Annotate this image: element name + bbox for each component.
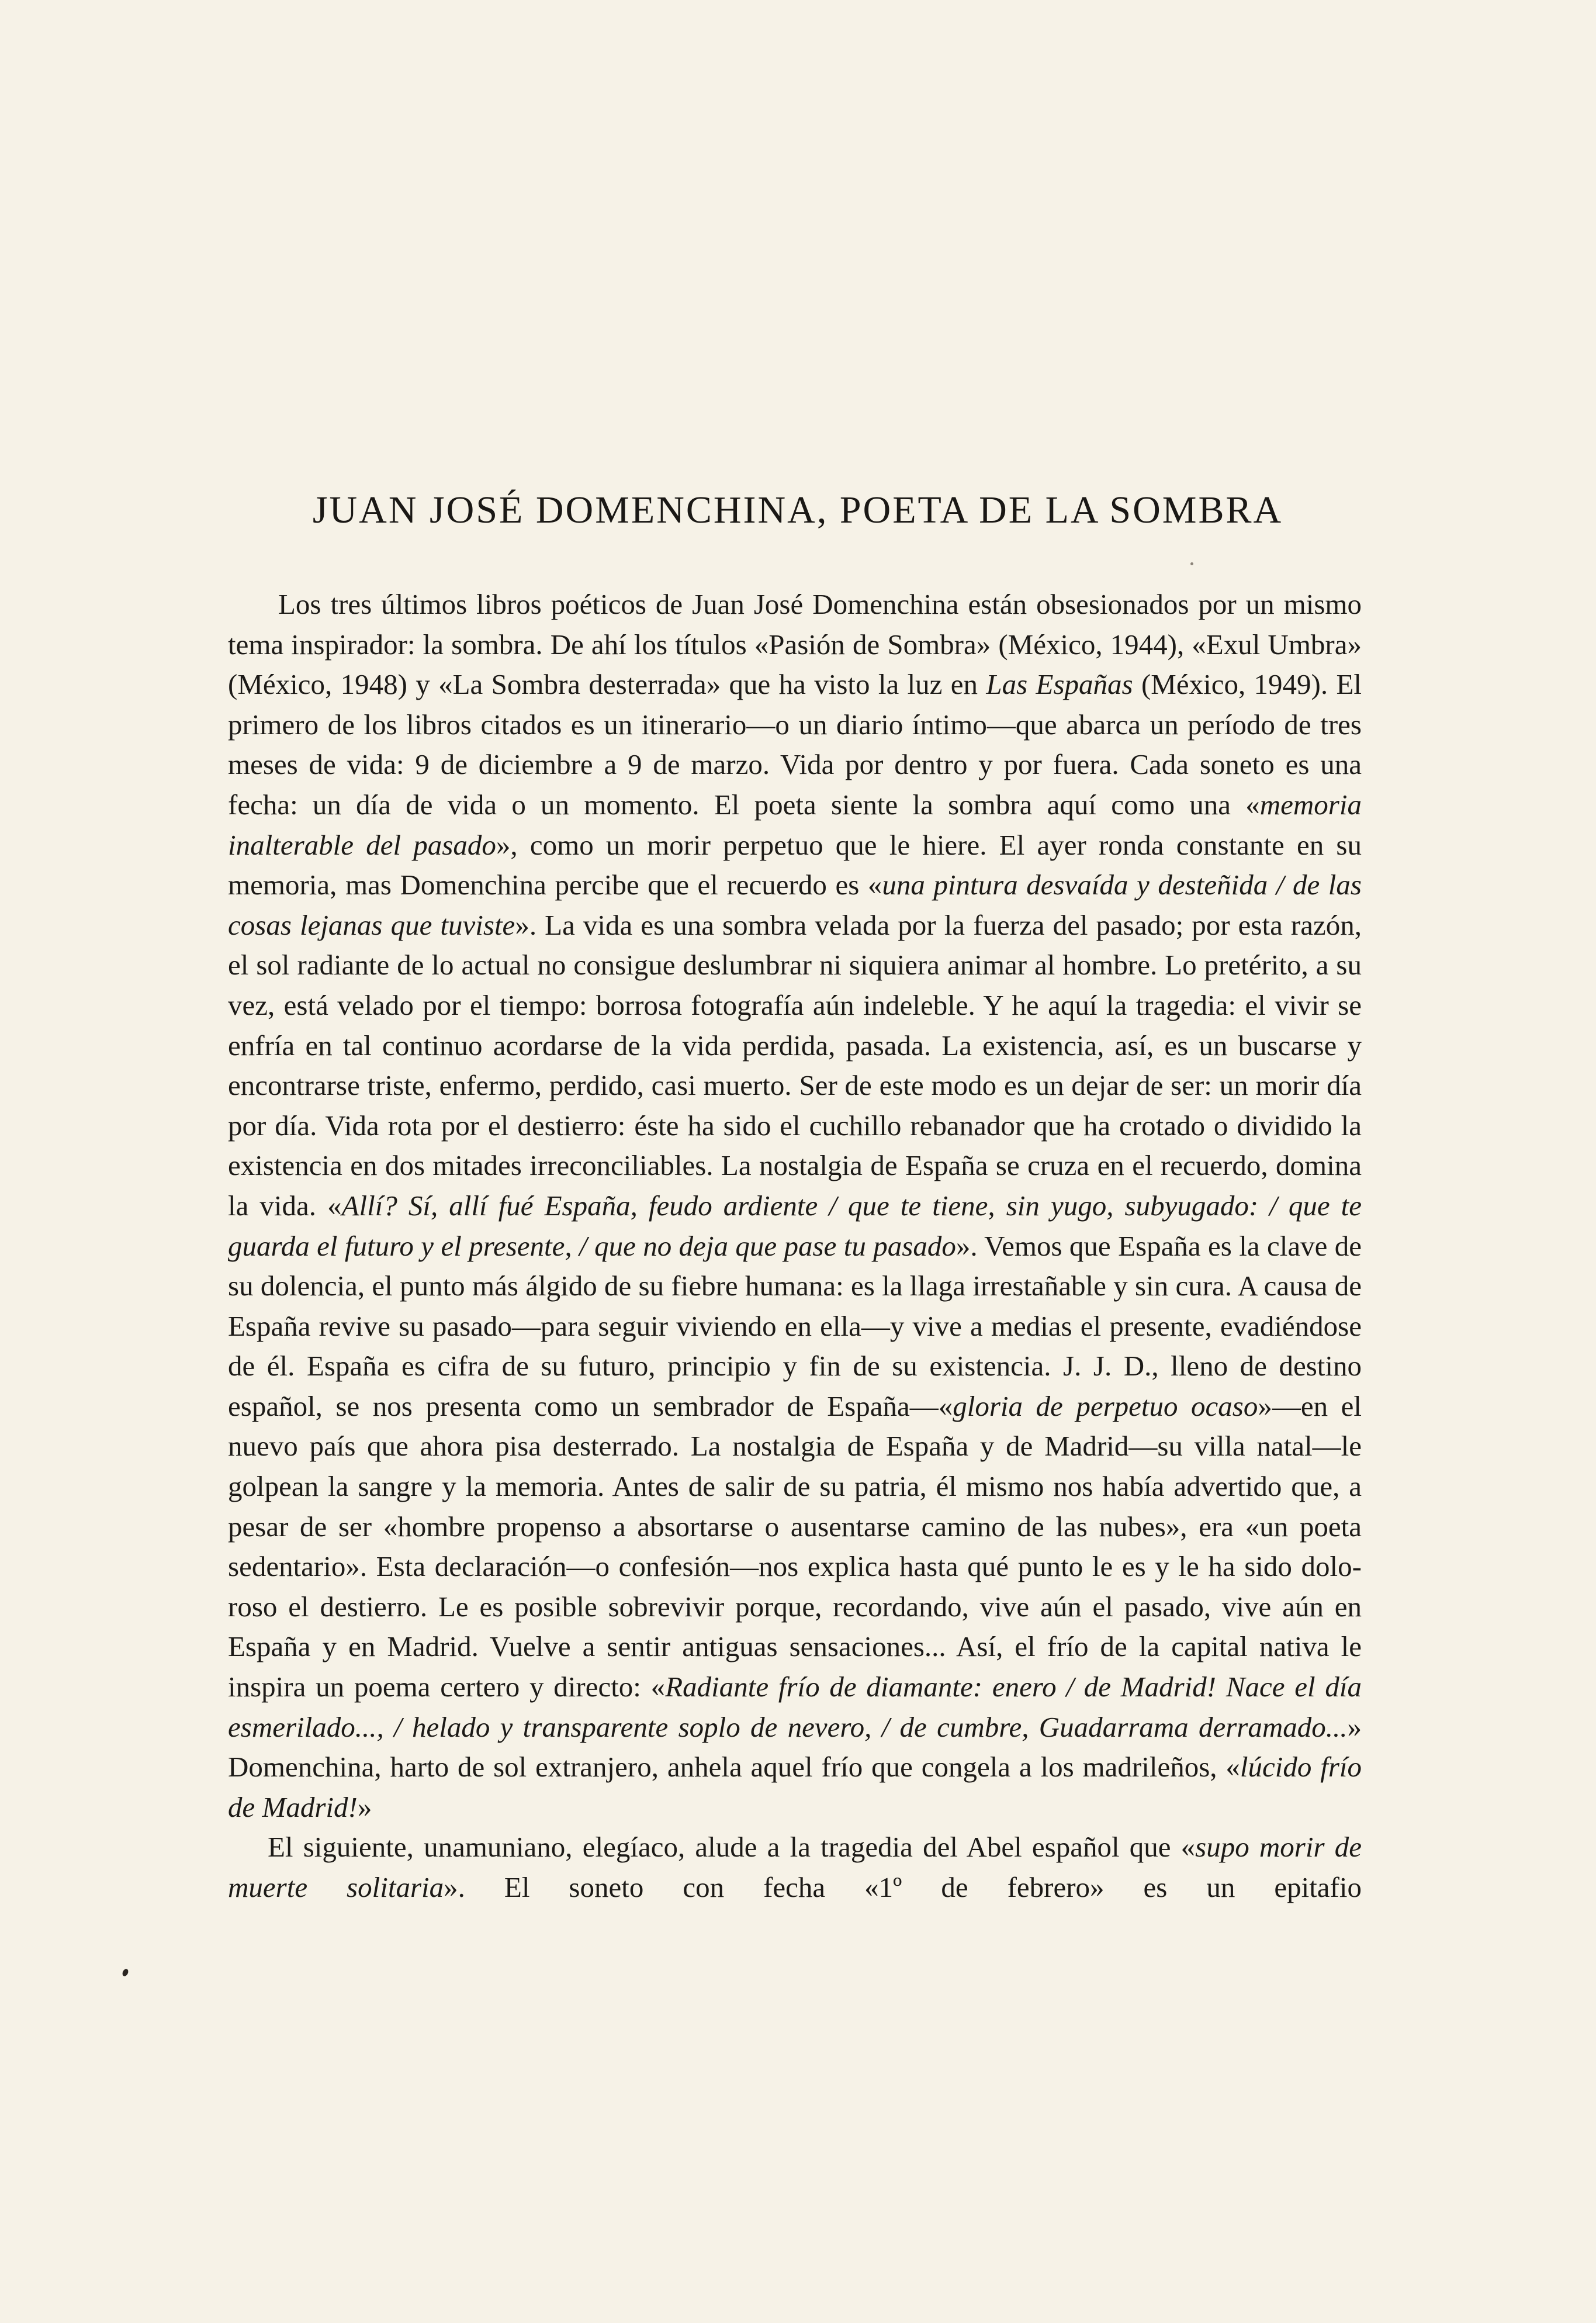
article-body [228,585,1362,1908]
ink-speck [1190,562,1193,565]
text-run: », como un morir perpetuo que le hiere. El ayer ronda constante en su memoria, mas Domenchina percibe que el recuerdo es « [228,828,1362,901]
text-run: ». Vemos que España es la clave de su dolencia, el punto más álgido de su fiebre humana: es la llaga irrestañable y sin cura. A causa de España revive su pasado—para seguir viviendo en ella—y vive a medias el presente, evadiéndose de él. España es cifra de su futuro, principio y fin de su existencia. J. J. D., lleno de destino español, se nos presenta como un sembrador de España—« [228,1229,1362,1422]
ink-speck [122,1968,130,1978]
text-run: (México, 1949). El primero de los libros citados es un itinerario—o un diario íntimo—que abarca un período de tres meses de vida: 9 de diciembre a 9 de marzo. Vida por dentro y por fuera. Cada soneto es una fecha: un día de vida o un momento. El poeta siente la sombra aquí como una « [228,668,1362,821]
italic-quote: lúcido frío de Madrid! [228,1751,1362,1823]
italic-quote: gloria de perpetuo ocaso [953,1389,1258,1422]
body-paragraph-1 [228,585,1362,1827]
body-paragraph-2 [228,1827,1362,1907]
page-title: JUAN JOSÉ DOMENCHINA, POETA DE LA SOMBRA [312,489,1283,531]
text-run: Los tres últimos libros poéticos de Juan José Domenchina están obsesionados por un mismo tema inspirador: la sombra. De ahí los títulos «Pasión de Sombra» (México, 1944), «Exul Umbra» (México, 1948) y «La Sombra desterrada» que ha visto la luz en [228,588,1362,701]
text-run: El siguiente, unamuniano, elegíaco, alude a la tragedia del Abel español que « [268,1831,1196,1864]
italic-quote: Radiante frío de diamante: enero / de Madrid! Nace el día esmerilado..., / helado y transparente soplo de nevero, / de cumbre, Guadarrama derramado... [228,1671,1362,1743]
text-run: »—en el nuevo país que ahora pisa desterrado. La nostalgia de España y de Madrid—su villa natal—le golpean la sangre y la memoria. Antes de salir de su patria, él mismo nos había advertido que, a pesar de ser «hombre propenso a absortarse o ausentarse camino de las nubes», era «un poeta sedentario». Esta declaración—o confesión—nos explica hasta qué punto le es y le ha sido doloroso el destierro. Le es posible sobrevivir porque, recordando, vive aún el pasado, vive aún en España y en Madrid. Vuelve a sentir antiguas sensaciones... Así, el frío de la capital nativa le inspira un poema certero y directo: « [228,1389,1362,1703]
italic-quote: supo morir de muerte solitaria [228,1831,1362,1903]
italic-quote: Las Españas [986,668,1133,701]
italic-quote: Allí? Sí, allí fué España, feudo ardiente / que te tiene, sin yugo, subyugado: / que te guarda el futuro y el presente, / que no deja que pase tu pasado [228,1189,1362,1262]
text-run: » [357,1790,372,1823]
italic-quote: una pintura desvaída y desteñida / de las cosas lejanas que tuviste [228,869,1362,941]
text-run: » Domenchina, harto de sol extranjero, anhela aquel frío que congela a los madrileños, « [228,1710,1362,1783]
text-run: ». La vida es una sombra velada por la fuerza del pasado; por esta razón, el sol radiante de lo actual no consigue deslumbrar ni siquiera animar al hombre. Lo pretérito, a su vez, está velado por el tiempo: borrosa fotografía aún indeleble. Y he aquí la tragedia: el vivir se enfría en tal continuo acordarse de la vida perdida, pasada. La existencia, así, es un buscarse y encontrarse triste, enfermo, perdido, casi muerto. Ser de este modo es un dejar de ser: un morir día por día. Vida rota por el destierro: éste ha sido el cuchillo rebanador que ha crotado o dividido la existencia en dos mitades irreconciliables. La nostalgia de España se cruza en el recuerdo, domina la vida. « [228,908,1362,1222]
text-run: ». El soneto con fecha «1º de febrero» es un epitafio [444,1871,1362,1903]
italic-quote: memoria inalterable del pasado [228,788,1362,861]
